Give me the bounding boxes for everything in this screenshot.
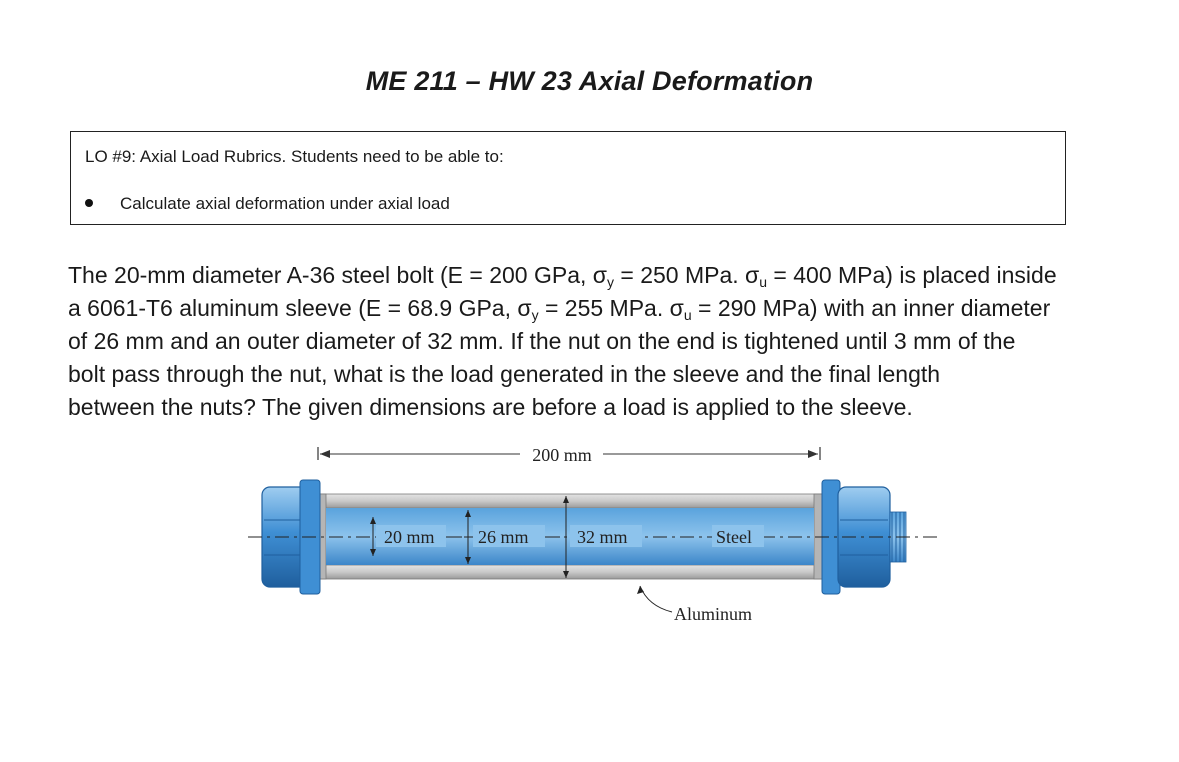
page-title: ME 211 – HW 23 Axial Deformation <box>365 66 814 96</box>
inner-diameter-label: 26 mm <box>478 527 529 547</box>
length-label: 200 mm <box>532 445 592 465</box>
problem-line-5: between the nuts? The given dimensions are before a load is applied to the sleeve. <box>68 394 913 420</box>
steel-label: Steel <box>716 527 752 547</box>
aluminum-label: Aluminum <box>674 604 753 624</box>
lo-heading: LO #9: Axial Load Rubrics. Students need to be able to: <box>85 147 504 166</box>
problem-line-3: of 26 mm and an outer diameter of 32 mm. If the nut on the end is tightened until 3 mm of the <box>68 328 1016 354</box>
lo-bullet-text: Calculate axial deformation under axial load <box>120 194 450 213</box>
bolt-diameter-label: 20 mm <box>384 527 435 547</box>
problem-line-1: The 20-mm diameter A-36 steel bolt (E = 200 GPa, $\sigma_y = 250$ MPa. $\sigma_u = 400$ MPa) is placed inside <box>68 262 1057 290</box>
problem-line-4: bolt pass through the nut, what is the load generated in the sleeve and the final length <box>68 361 941 387</box>
length-dimension <box>318 445 820 465</box>
aluminum-leader <box>637 586 752 624</box>
outer-diameter-label: 32 mm <box>577 527 628 547</box>
problem-line-2: a 6061-T6 aluminum sleeve (E = 68.9 GPa, $\sigma_y = 255$ MPa. $\sigma_u = 290$ MPa) with an inner diameter <box>68 295 1051 323</box>
